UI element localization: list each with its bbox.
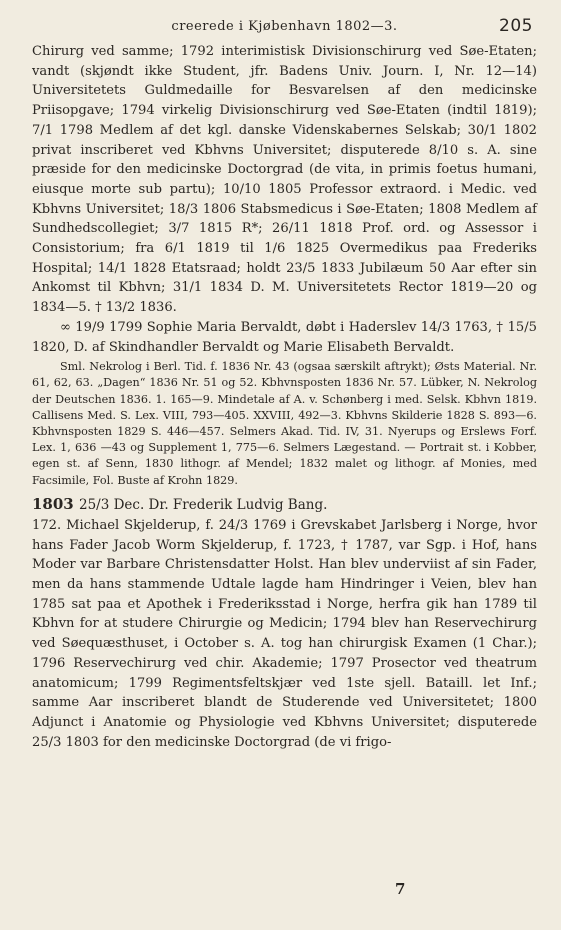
- references-note: [32, 359, 537, 489]
- page-number: 205: [499, 16, 533, 36]
- paragraph: 172. Michael Skjelderup, f. 24/3 1769 i Grevskabet Jarlsberg i Norge, hvor hans Fader Jacob Worm Skjelderup, f. 1723, † 1787, var Sgp. i Hof, hans Moder var Barbare Christensdatter Holst. Han blev underviist af sin Fader, men da hans stammende Udtale lagde ham Hindringer i Veien, blev han 1785 sat paa et Apothek i Frederiksstad i Norge, herfra gik han 1789 til Kbhvn for at studere Chirurgie og Medicin; 1794 blev han Reservechirurg ved Søequæsthuset, i October s. A. tog han chirurgisk Examen (1 Char.); 1796 Reservechirurg ved chir. Akademie; 1797 Prosector ved theatrum anatomicum; 1799 Regimentsfeltskjær ved 1ste sjell. Bataill. let Inf.; samme Aar inscriberet blandt de Studerende ved Universitetet; 1800 Adjunct i Anatomie og Physiologie ved Kbhvns Universitet; disputerede 25/3 1803 for den medicinske Doctorgrad (de vi frigo-: [32, 517, 537, 750]
- entry-year: 1803: [32, 494, 74, 513]
- biography-text: [32, 42, 537, 357]
- entry-date: 25/3 Dec. Dr. Frederik Ludvig Bang.: [78, 496, 328, 513]
- entry-text: [32, 516, 537, 752]
- paragraph: Chirurg ved samme; 1792 interimistisk Divisionschirurg ved Søe-Etaten; vandt (skjøndt ikke Student, jfr. Badens Univ. Journ. I, Nr. 12—14) Universitetets Guldmedaille for Besvarelsen af den medicinske Priisopgave; 1794 virkelig Divisionschirurg ved Søe-Etaten (indtil 1819); 7/1 1798 Medlem af det kgl. danske Videnskabernes Selskab; 30/1 1802 privat inscriberet ved Kbhvns Universitet; disputerede 8/10 s. A. sine præside for den medicinske Doctorgrad (de vita, in primis foetus humani, eiusque morte sub partu); 10/10 1805 Professor extraord. i Medic. ved Kbhvns Universitet; 18/3 1806 Stabsmedicus i Søe-Etaten; 1808 Medlem af Sundhedscollegiet; 3/7 1815 R*; 26/11 1818 Prof. ord. og Assessor i Consistorium; fra 6/1 1819 til 1/6 1825 Overmedikus paa Frederiks Hospital; 14/1 1828 Etatsraad; holdt 23/5 1833 Jubilæum 50 Aar efter sin Ankomst til Kbhvn; 31/1 1834 D. M. Universitetets Rector 1819—20 og 1834—5. † 13/2 1836.: [32, 44, 537, 316]
- entry-heading: [32, 493, 537, 516]
- page-header: [32, 14, 537, 42]
- signature-mark: 7: [395, 880, 406, 898]
- references-paragraph: Sml. Nekrolog i Berl. Tid. f. 1836 Nr. 43 (ogsaa særskilt aftrykt); Østs Material. Nr. 61, 62, 63. „Dagen“ 1836 Nr. 51 og 52. Kbhvnsposten 1836 Nr. 57. Lübker, N. Nekrolog der Deutschen 1836. 1. 165—9. Mindetale af A. v. Schønberg i med. Selsk. Kbhvn 1819. Callisens Med. S. Lex. VIII, 793—405. XXVIII, 492—3. Kbhvns Skilderie 1828 S. 893—6. Kbhvnsposten 1829 S. 446—457. Selmers Akad. Tid. IV, 31. Nyerups og Erslews Forf. Lex. 1, 636 —43 og Supplement 1, 775—6. Selmers Lægestand. — Portrait st. i Kobber, egen st. af Senn, 1830 lithogr. af Mendel; 1832 malet og lithogr. af Monies, med Facsimile, Fol. Buste af Krohn 1829.: [32, 360, 537, 487]
- running-title: creerede i Kjøbenhavn 1802—3.: [171, 19, 398, 34]
- paragraph: ∞ 19/9 1799 Sophie Maria Bervaldt, døbt i Haderslev 14/3 1763, † 15/5 1820, D. af Skindhandler Bervaldt og Marie Elisabeth Bervaldt.: [32, 319, 537, 355]
